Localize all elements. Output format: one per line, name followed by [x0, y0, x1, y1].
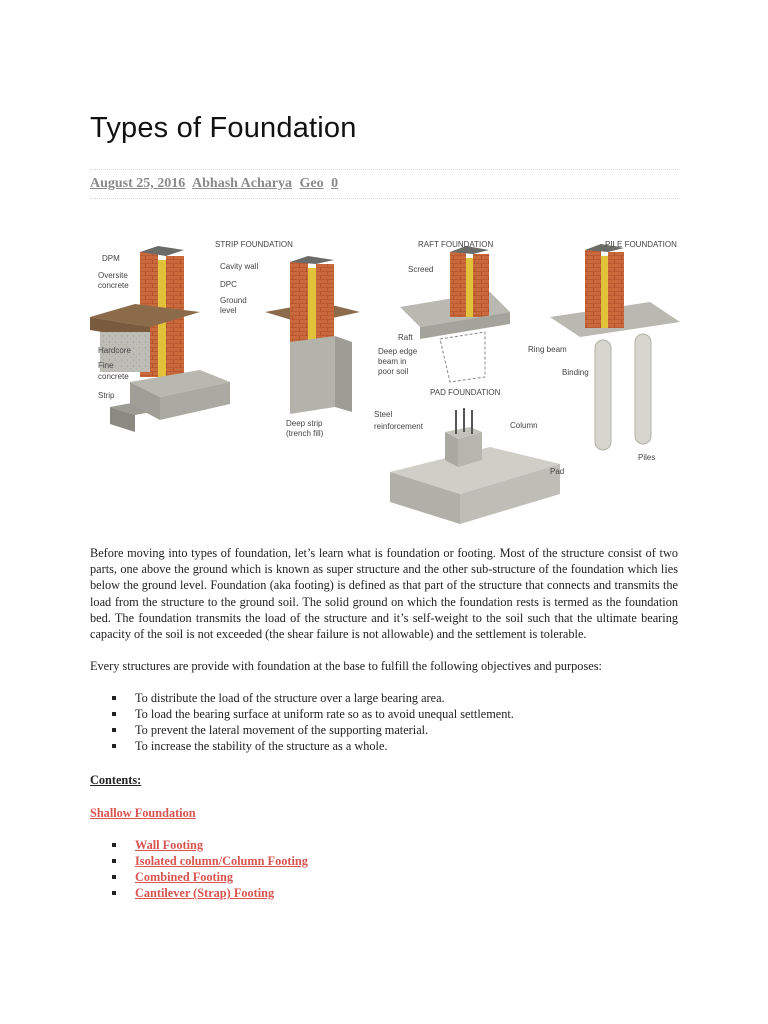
label-pad: Pad	[550, 467, 565, 476]
list-item: To increase the stability of the structure as a whole.	[112, 738, 678, 754]
author-link[interactable]: Abhash Acharya	[192, 176, 292, 191]
label-binding: Binding	[562, 368, 589, 377]
page-title: Types of Foundation	[90, 112, 357, 144]
label-raft: Raft	[398, 333, 413, 342]
contents-heading: Contents:	[90, 773, 142, 788]
label-trench-fill: (trench fill)	[286, 429, 324, 438]
label-fine-2: concrete	[98, 372, 129, 381]
objectives-intro: Every structures are provide with foundation at the base to fulfill the following objectives and purposes:	[90, 659, 602, 674]
label-steel: Steel	[374, 410, 393, 419]
post-meta	[90, 176, 342, 192]
shallow-foundation-list	[90, 837, 678, 901]
heading-strip: STRIP FOUNDATION	[215, 240, 293, 249]
label-cavity-wall: Cavity wall	[220, 262, 259, 271]
list-item: To load the bearing surface at uniform rate so as to avoid unequal settlement.	[112, 706, 678, 722]
list-item: To prevent the lateral movement of the supporting material.	[112, 722, 678, 738]
label-screed: Screed	[408, 265, 434, 274]
deep-strip-drawing	[265, 256, 360, 414]
combined-footing-link[interactable]: Combined Footing	[112, 869, 678, 885]
comments-link[interactable]: 0	[331, 176, 339, 191]
label-deep-strip: Deep strip	[286, 419, 323, 428]
label-oversite: Oversite	[98, 271, 128, 280]
wall-footing-link[interactable]: Wall Footing	[112, 837, 678, 853]
label-dpm: DPM	[102, 254, 120, 263]
label-hardcore: Hardcore	[98, 346, 131, 355]
cantilever-footing-link[interactable]: Cantilever (Strap) Footing	[112, 885, 678, 901]
foundation-types-illustration	[90, 232, 680, 532]
label-oversite-2: concrete	[98, 281, 129, 290]
intro-paragraph: Before moving into types of foundation, let’s learn what is foundation or footing. Most of the structure consist of two parts, one above the ground which is known as super structure and the other sub-structure of the foundation which lies below the ground level. Foundation (aka footing) is defined as that part of the structure that connects and transmits the load from the structure to the ground soil. The solid ground on which the foundation rests is termed as the foundation bed. The foundation transmits the load of the structure and it’s self-weight to the soil such that the ultimate bearing capacity of the soil is not exceeded (the shear failure is not allowable) and the settlement is tolerable.	[90, 546, 678, 642]
label-reinforcement: reinforcement	[374, 422, 423, 431]
label-dpc: DPC	[220, 280, 237, 289]
isolated-column-footing-link[interactable]: Isolated column/Column Footing	[112, 853, 678, 869]
shallow-foundation-link[interactable]: Shallow Foundation	[90, 805, 196, 820]
label-piles: Piles	[638, 453, 656, 462]
label-beam-in: beam in	[378, 357, 407, 366]
objectives-list	[90, 690, 678, 754]
article-body	[90, 545, 678, 901]
label-ring-beam: Ring beam	[528, 345, 567, 354]
heading-raft: RAFT FOUNDATION	[418, 240, 494, 249]
label-ground: Ground	[220, 296, 247, 305]
label-strip: Strip	[98, 391, 115, 400]
label-poor-soil: poor soil	[378, 367, 409, 376]
divider	[90, 169, 680, 170]
heading-pad: PAD FOUNDATION	[430, 388, 501, 397]
pile-foundation-drawing	[550, 244, 680, 450]
post-date-link[interactable]: August 25, 2016	[90, 176, 186, 191]
heading-pile: PILE FOUNDATION	[605, 240, 677, 249]
divider	[90, 198, 680, 199]
label-fine: Fine	[98, 361, 114, 370]
label-ground-2: level	[220, 306, 237, 315]
list-item: To distribute the load of the structure over a large bearing area.	[112, 690, 678, 706]
label-column: Column	[510, 421, 538, 430]
category-link[interactable]: Geo	[299, 176, 324, 191]
label-deep-edge: Deep edge	[378, 347, 418, 356]
